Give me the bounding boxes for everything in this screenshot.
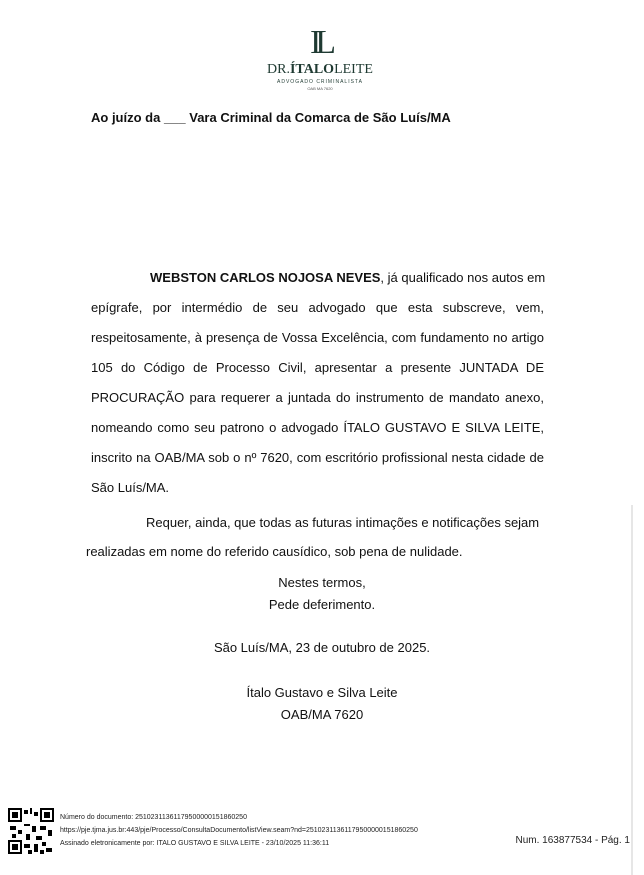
paragraph1-line: respeitosamente, à presença de Vossa Excelência, com fundamento no artigo: [91, 330, 544, 345]
logo-oab: OAB MA 7620: [307, 86, 333, 91]
document-url[interactable]: https://pje.tjma.jus.br:443/pje/Processo/ConsultaDocumento/listView.seam?nd=25102311361179500000151860250: [60, 827, 418, 834]
page-edge-divider: [631, 505, 633, 875]
addressee-heading: Ao juízo da ___ Vara Criminal da Comarca de São Luís/MA: [91, 110, 451, 125]
paragraph1-line: São Luís/MA.: [91, 480, 170, 495]
signer-name: Ítalo Gustavo e Silva Leite: [246, 685, 398, 700]
signer-oab: OAB/MA 7620: [280, 707, 364, 722]
law-office-logo: [250, 26, 390, 92]
qr-code-icon: [8, 808, 54, 854]
date-place: São Luís/MA, 23 de outubro de 2025.: [213, 640, 431, 655]
paragraph1-line: nomeando como seu patrono o advogado ÍTALO GUSTAVO E SILVA LEITE,: [91, 420, 544, 435]
logo-subtitle: ADVOGADO CRIMINALISTA: [277, 79, 363, 85]
paragraph1-line: 105 do Código de Processo Civil, apresentar a presente JUNTADA DE: [91, 360, 544, 375]
document-number: Número do documento: 25102311361179500000151860250: [60, 814, 247, 821]
paragraph1-line: PROCURAÇÃO para requerer a juntada do instrumento de mandato anexo,: [91, 390, 544, 405]
paragraph1-line: inscrito na OAB/MA sob o nº 7620, com escritório profissional nesta cidade de: [91, 450, 544, 465]
page-number: Num. 163877534 - Pág. 1: [515, 835, 630, 846]
logo-name: DR.ÍTALOLEITE: [267, 62, 373, 77]
paragraph2-line: realizadas em nome do referido causídico, sob pena de nulidade.: [86, 544, 463, 559]
closing-line: Pede deferimento.: [268, 597, 376, 612]
paragraph1-line: epígrafe, por intermédio de seu advogado que esta subscreve, vem,: [91, 300, 544, 315]
closing-line: Nestes termos,: [278, 575, 366, 590]
logo-monogram: IL: [309, 24, 331, 61]
paragraph1-line: WEBSTON CARLOS NOJOSA NEVES, já qualificado nos autos em: [150, 270, 546, 285]
paragraph2-line: Requer, ainda, que todas as futuras intimações e notificações sejam: [146, 515, 540, 530]
signature-info: Assinado eletronicamente por: ITALO GUSTAVO E SILVA LEITE - 23/10/2025 11:36:11: [60, 840, 330, 847]
